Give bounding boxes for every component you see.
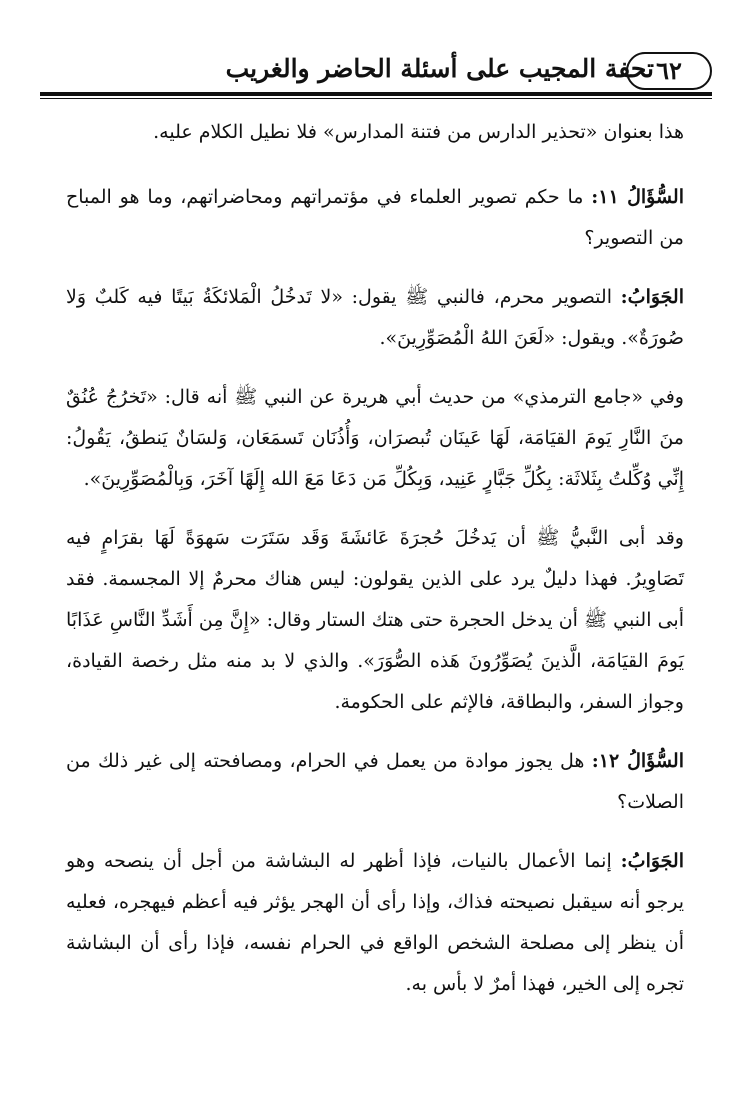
paragraph-text: وقد أبى النَّبيُّ ﷺ أن يَدخُلَ حُجرَةَ عَائشَةَ وَقَد سَتَرَت سَهوَةً لَهَا بقرَامٍ فيه تَصَاوِيرُ. فهذا دليلٌ يرد على الذين يقولون: ليس هناك محرمٌ إلا المجسمة. فقد أبى النبي ﷺ أن يدخل الحجرة حتى هتك الستار وقال: «إِنَّ مِن أَشَدِّ النَّاسِ عَذَابًا يَومَ القيَامَة، الَّذينَ يُصَوِّرُونَ هَذه الصُّوَرَ». والذي لا بد منه مثل رخصة القيادة، وجواز السفر، والبطاقة، فالإثم على الحكومة. <box>66 527 684 713</box>
paragraph-text: هذا بعنوان «تحذير الدارس من فتنة المدارس» فلا نطيل الكلام عليه. <box>153 121 684 143</box>
question-12 <box>66 741 684 823</box>
page-number: ٦٢ <box>626 52 712 90</box>
question-text: هل يجوز موادة من يعمل في الحرام، ومصافحته إلى غير ذلك من الصلات؟ <box>66 750 684 813</box>
header-rule-thin <box>40 98 712 99</box>
question-text: ما حكم تصوير العلماء في مؤتمراتهم ومحاضراتهم، وما هو المباح من التصوير؟ <box>66 186 684 249</box>
page-header <box>40 52 712 96</box>
question-11 <box>66 177 684 259</box>
answer-label: الجَوَابُ: <box>620 850 684 872</box>
header-rule-thick <box>40 92 712 96</box>
answer-12 <box>66 841 684 1005</box>
question-label: السُّؤَالُ ١٢: <box>591 750 685 772</box>
answer-text: إنما الأعمال بالنيات، فإذا أظهر له البشاشة من أجل أن ينصحه وهو يرجو أنه سيقبل نصيحته فذاك، وإذا رأى أن الهجر يؤثر فيه أعظم فيهجره، فعليه أن ينظر إلى مصلحة الشخص الواقع في الحرام نفسه، فإذا رأى أن البشاشة تجره إلى الخير، فهذا أمرٌ لا بأس به. <box>66 850 684 995</box>
answer-11 <box>66 277 684 359</box>
page-body <box>66 112 684 1023</box>
question-label: السُّؤَالُ ١١: <box>591 186 685 208</box>
paragraph-text: وفي «جامع الترمذي» من حديث أبي هريرة عن النبي ﷺ أنه قال: «تَخرُجُ عُنُقٌ منَ النَّارِ يَومَ القيَامَة، لَهَا عَينَان تُبصرَان، وَأُذُنَان تَسمَعَان، وَلسَانٌ يَنطقُ، يَقُولُ: إِنِّي وُكِّلتُ بِثَلاثَة: بِكُلِّ جَبَّارٍ عَنِيد، وَبِكُلِّ مَن دَعَا مَعَ الله إِلَهًا آخَرَ، وَبِالْمُصَوِّرِينَ». <box>66 386 684 490</box>
answer-text: التصوير محرم، فالنبي ﷺ يقول: «لا تَدخُلُ الْمَلائكَةُ بَيتًا فيه كَلبٌ وَلا صُورَةٌ». ويقول: «لَعَنَ اللهُ الْمُصَوِّرِينَ». <box>66 286 684 349</box>
book-title: تحفة المجيب على أسئلة الحاضر والغريب <box>225 54 654 83</box>
aisha-room-paragraph <box>66 518 684 723</box>
answer-label: الجَوَابُ: <box>620 286 684 308</box>
intro-paragraph <box>66 112 684 153</box>
hadith-tirmidhi-paragraph <box>66 377 684 500</box>
